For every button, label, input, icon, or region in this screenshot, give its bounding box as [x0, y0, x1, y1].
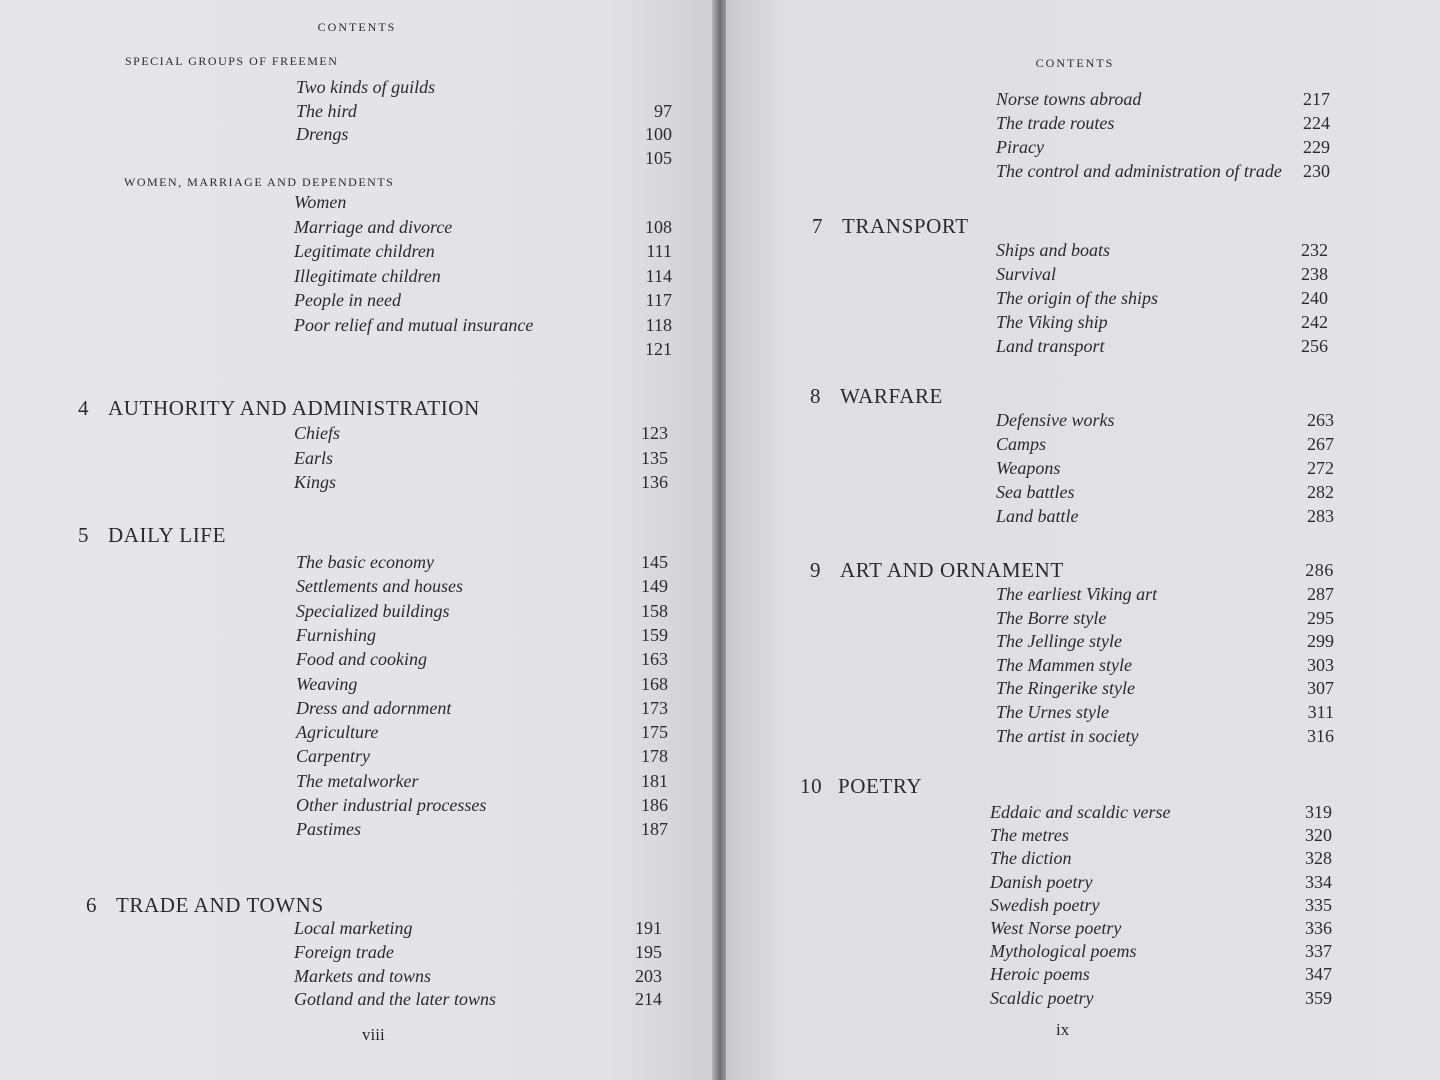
right-page [726, 0, 1440, 1080]
toc-entry-page: 335 [1305, 894, 1332, 915]
toc-entry [296, 148, 672, 172]
toc-entry [996, 336, 1328, 360]
chapter-title: DAILY LIFE [108, 523, 227, 547]
chapter-7-heading [812, 214, 969, 239]
toc-entry-title: Defensive works [996, 410, 1115, 430]
chapter-title: ART AND ORNAMENT [840, 558, 1064, 582]
toc-entry [296, 649, 668, 673]
chapter-page: 286 [1305, 560, 1334, 580]
chapter-6-heading [86, 893, 324, 918]
toc-entry-page: 295 [1307, 607, 1334, 628]
toc-entry-page: 181 [641, 770, 668, 791]
toc-entry [990, 848, 1332, 872]
section-label-freemen: SPECIAL GROUPS OF FREEMEN [125, 54, 339, 68]
toc-entry-title: The Mammen style [996, 654, 1132, 675]
toc-entry [996, 288, 1328, 312]
toc-entry [996, 161, 1330, 185]
toc-entry-title: Illegitimate children [294, 265, 441, 286]
toc-entry-title: The Urnes style [996, 702, 1109, 722]
toc-entry-title: Sea battles [996, 482, 1075, 502]
toc-entry-page: 240 [1301, 288, 1328, 308]
toc-entry-title: Poor relief and mutual insurance [294, 314, 534, 335]
toc-entry [990, 988, 1332, 1012]
toc-entry-page: 238 [1301, 264, 1328, 284]
toc-entry [296, 698, 668, 722]
toc-entry-title: The Borre style [996, 607, 1107, 628]
toc-entry-page: 359 [1305, 987, 1332, 1008]
chapter-title: POETRY [838, 774, 923, 798]
toc-entry-title: The metalworker [296, 770, 419, 791]
toc-entry-title: Two kinds of guilds [296, 77, 436, 97]
toc-entry [990, 964, 1332, 988]
toc-entry-title: Gotland and the later towns [294, 989, 496, 1010]
toc-entry-title: The control and administration of trade [996, 161, 1282, 181]
toc-entry-page: 175 [641, 722, 668, 743]
toc-entry [296, 722, 668, 746]
toc-entry-title: The trade routes [996, 113, 1115, 133]
toc-entry [294, 290, 672, 314]
toc-entry [296, 674, 668, 698]
toc-entry-page: 347 [1305, 964, 1332, 985]
toc-entry [996, 434, 1334, 458]
toc-entry-page: 283 [1307, 506, 1334, 526]
chapter-title: WARFARE [840, 384, 943, 408]
chapter-9-heading [810, 558, 1334, 583]
toc-entry-page: 114 [645, 265, 672, 286]
toc-entry-title: Swedish poetry [990, 894, 1100, 915]
toc-entry [996, 702, 1334, 726]
toc-entry [990, 802, 1332, 826]
toc-entry-page: 117 [645, 290, 672, 310]
section-label-women: WOMEN, MARRIAGE AND DEPENDENTS [124, 175, 395, 189]
page-number-left: viii [362, 1025, 385, 1044]
toc-entry [296, 124, 672, 148]
toc-entry-page: 105 [645, 147, 672, 168]
toc-entry-title: Norse towns abroad [996, 89, 1142, 109]
toc-entry-title: Kings [294, 472, 337, 492]
toc-entry [996, 410, 1334, 434]
toc-entry-title: The metres [990, 825, 1069, 846]
chapter-number: 10 [800, 774, 823, 798]
toc-entry-title: The Ringerike style [996, 678, 1135, 699]
toc-entry-title: The hird [296, 100, 357, 121]
chapter-number: 8 [810, 384, 822, 408]
toc-entry [296, 77, 672, 101]
toc-entry [294, 217, 672, 241]
toc-entry-title: The earliest Viking art [996, 584, 1158, 604]
toc-entry-page: 187 [641, 819, 668, 840]
toc-entry-title: Survival [996, 264, 1056, 284]
toc-entry-page: 299 [1307, 631, 1334, 652]
toc-entry-title: Earls [294, 447, 334, 468]
toc-entry [294, 339, 672, 363]
left-page [0, 0, 714, 1080]
chapter-title: AUTHORITY AND ADMINISTRATION [108, 396, 480, 420]
toc-entry-page: 319 [1305, 802, 1332, 822]
toc-entry [294, 315, 672, 339]
toc-entry-page: 287 [1307, 584, 1334, 604]
toc-entry [294, 989, 662, 1013]
toc-entry-title: Pastimes [296, 819, 361, 840]
chapter-10-heading [800, 774, 922, 799]
toc-entry-page: 159 [641, 624, 668, 645]
toc-entry-page: 163 [641, 649, 668, 670]
toc-entry [296, 795, 668, 819]
toc-entry-title: Carpentry [296, 746, 370, 767]
toc-entry-page: 229 [1303, 137, 1330, 157]
toc-entry-page: 118 [645, 314, 672, 335]
toc-entry-page: 145 [641, 552, 668, 572]
toc-entry-title: Eddaic and scaldic verse [990, 802, 1171, 822]
toc-entry-title: Mythological poems [990, 941, 1137, 962]
toc-entry-title: Foreign trade [294, 941, 394, 962]
toc-entry-page: 334 [1305, 871, 1332, 892]
toc-entry-title: Danish poetry [990, 871, 1093, 892]
toc-entry [296, 819, 668, 843]
chapter-number: 7 [812, 214, 824, 238]
toc-entry-title: Dress and adornment [296, 697, 452, 718]
toc-entry [996, 655, 1334, 679]
toc-entry-title: Piracy [996, 137, 1044, 157]
toc-entry [996, 584, 1334, 608]
toc-entry [294, 423, 668, 447]
left-page-header: CONTENTS [317, 20, 397, 34]
toc-entry [296, 746, 668, 770]
toc-entry-page: 191 [635, 918, 662, 938]
toc-entry [996, 482, 1334, 506]
chapter-8-heading [810, 384, 943, 409]
toc-entry [990, 872, 1332, 896]
toc-entry-title: Land transport [996, 336, 1105, 356]
right-page-header: CONTENTS [1035, 56, 1115, 70]
toc-entry [996, 458, 1334, 482]
toc-entry-page: 307 [1307, 678, 1334, 699]
page-number-right: ix [1056, 1020, 1070, 1039]
toc-entry [294, 448, 668, 472]
toc-entry [294, 918, 662, 942]
toc-entry-title: West Norse poetry [990, 918, 1122, 938]
chapter-number: 6 [86, 893, 98, 917]
toc-entry-title: Settlements and houses [296, 576, 463, 597]
toc-entry-title: Land battle [996, 506, 1079, 526]
toc-entry-title: The Viking ship [996, 312, 1108, 332]
toc-entry [296, 601, 668, 625]
toc-entry-page: 282 [1307, 482, 1334, 502]
toc-entry-title: Marriage and divorce [294, 216, 453, 237]
toc-entry [996, 264, 1328, 288]
toc-entry [996, 506, 1334, 530]
toc-entry [294, 472, 668, 496]
toc-entry [996, 89, 1330, 113]
chapter-number: 5 [78, 523, 90, 547]
toc-entry-page: 186 [641, 795, 668, 815]
toc-entry-page: 136 [641, 472, 668, 492]
toc-entry [996, 631, 1334, 655]
toc-entry [296, 576, 668, 600]
toc-entry-page: 316 [1307, 725, 1334, 746]
toc-entry [996, 678, 1334, 702]
chapter-4-heading [78, 396, 480, 421]
toc-entry-page: 123 [641, 423, 668, 443]
toc-entry [296, 552, 668, 576]
toc-entry [990, 941, 1332, 965]
toc-entry-title: Camps [996, 434, 1047, 454]
toc-entry [296, 771, 668, 795]
toc-entry [294, 192, 672, 216]
toc-entry-title: The artist in society [996, 725, 1139, 746]
toc-entry-title: Legitimate children [294, 241, 435, 261]
toc-entry-title: People in need [294, 290, 401, 310]
toc-entry [996, 113, 1330, 137]
toc-entry-title: Specialized buildings [296, 600, 450, 621]
toc-entry-page: 121 [645, 339, 672, 359]
toc-entry-title: Furnishing [296, 624, 377, 645]
toc-entry [996, 240, 1328, 264]
toc-entry-page: 217 [1303, 89, 1330, 109]
toc-entry-page: 135 [641, 447, 668, 468]
toc-entry-page: 336 [1305, 918, 1332, 938]
toc-entry-title: Weapons [996, 458, 1061, 478]
toc-entry-page: 256 [1301, 336, 1328, 356]
toc-entry-title: Heroic poems [990, 964, 1090, 985]
toc-entry-title: The origin of the ships [996, 288, 1159, 308]
toc-entry-page: 232 [1301, 240, 1328, 260]
toc-entry [996, 312, 1328, 336]
toc-entry-title: Drengs [296, 124, 349, 144]
toc-entry-title: Scaldic poetry [990, 987, 1094, 1008]
toc-entry-page: 214 [635, 989, 662, 1010]
chapter-number: 9 [810, 558, 822, 582]
chapter-title: TRADE AND TOWNS [116, 893, 324, 917]
toc-entry-page: 242 [1301, 312, 1328, 332]
toc-entry-title: Agriculture [296, 722, 379, 743]
toc-entry-page: 168 [641, 673, 668, 694]
toc-entry-title: Ships and boats [996, 240, 1111, 260]
toc-entry-page: 100 [645, 124, 672, 144]
toc-entry-page: 173 [641, 697, 668, 718]
toc-entry-page: 203 [635, 965, 662, 986]
toc-entry-title: Local marketing [294, 918, 413, 938]
toc-entry-page: 328 [1305, 848, 1332, 869]
toc-entry-page: 149 [641, 576, 668, 597]
toc-entry [296, 625, 668, 649]
toc-entry-title: The basic economy [296, 552, 434, 572]
toc-entry [996, 726, 1334, 750]
toc-entry-title: The diction [990, 848, 1072, 869]
toc-entry-title: Women [294, 192, 347, 212]
toc-entry-title: Markets and towns [294, 965, 431, 986]
chapter-5-heading [78, 523, 226, 548]
chapter-title: TRANSPORT [842, 214, 969, 238]
toc-entry [990, 918, 1332, 942]
toc-entry-page: 272 [1307, 458, 1334, 478]
toc-entry [294, 966, 662, 990]
toc-entry-page: 230 [1303, 161, 1330, 181]
toc-entry [294, 241, 672, 265]
toc-entry-page: 111 [646, 241, 672, 261]
toc-entry-title: Food and cooking [296, 649, 427, 670]
toc-entry [296, 101, 672, 125]
toc-entry [990, 895, 1332, 919]
toc-entry [294, 942, 662, 966]
toc-entry-page: 263 [1307, 410, 1334, 430]
toc-entry-page: 267 [1307, 434, 1334, 454]
toc-entry [990, 825, 1332, 849]
toc-entry-page: 178 [641, 746, 668, 767]
toc-entry [996, 137, 1330, 161]
toc-entry-title: The Jellinge style [996, 631, 1122, 652]
toc-entry-page: 311 [1307, 702, 1334, 722]
toc-entry-page: 108 [645, 216, 672, 237]
toc-entry [996, 608, 1334, 632]
toc-entry-page: 320 [1305, 825, 1332, 846]
chapter-number: 4 [78, 396, 90, 420]
toc-entry-page: 195 [635, 941, 662, 962]
toc-entry [294, 266, 672, 290]
toc-entry-page: 158 [641, 600, 668, 621]
toc-entry-title: Chiefs [294, 423, 341, 443]
toc-entry-page: 224 [1303, 113, 1330, 133]
toc-entry-page: 303 [1307, 654, 1334, 675]
toc-entry-page: 337 [1305, 941, 1332, 962]
toc-entry-page: 97 [654, 100, 672, 121]
toc-entry-title: Other industrial processes [296, 795, 487, 815]
toc-entry-title: Weaving [296, 673, 358, 694]
